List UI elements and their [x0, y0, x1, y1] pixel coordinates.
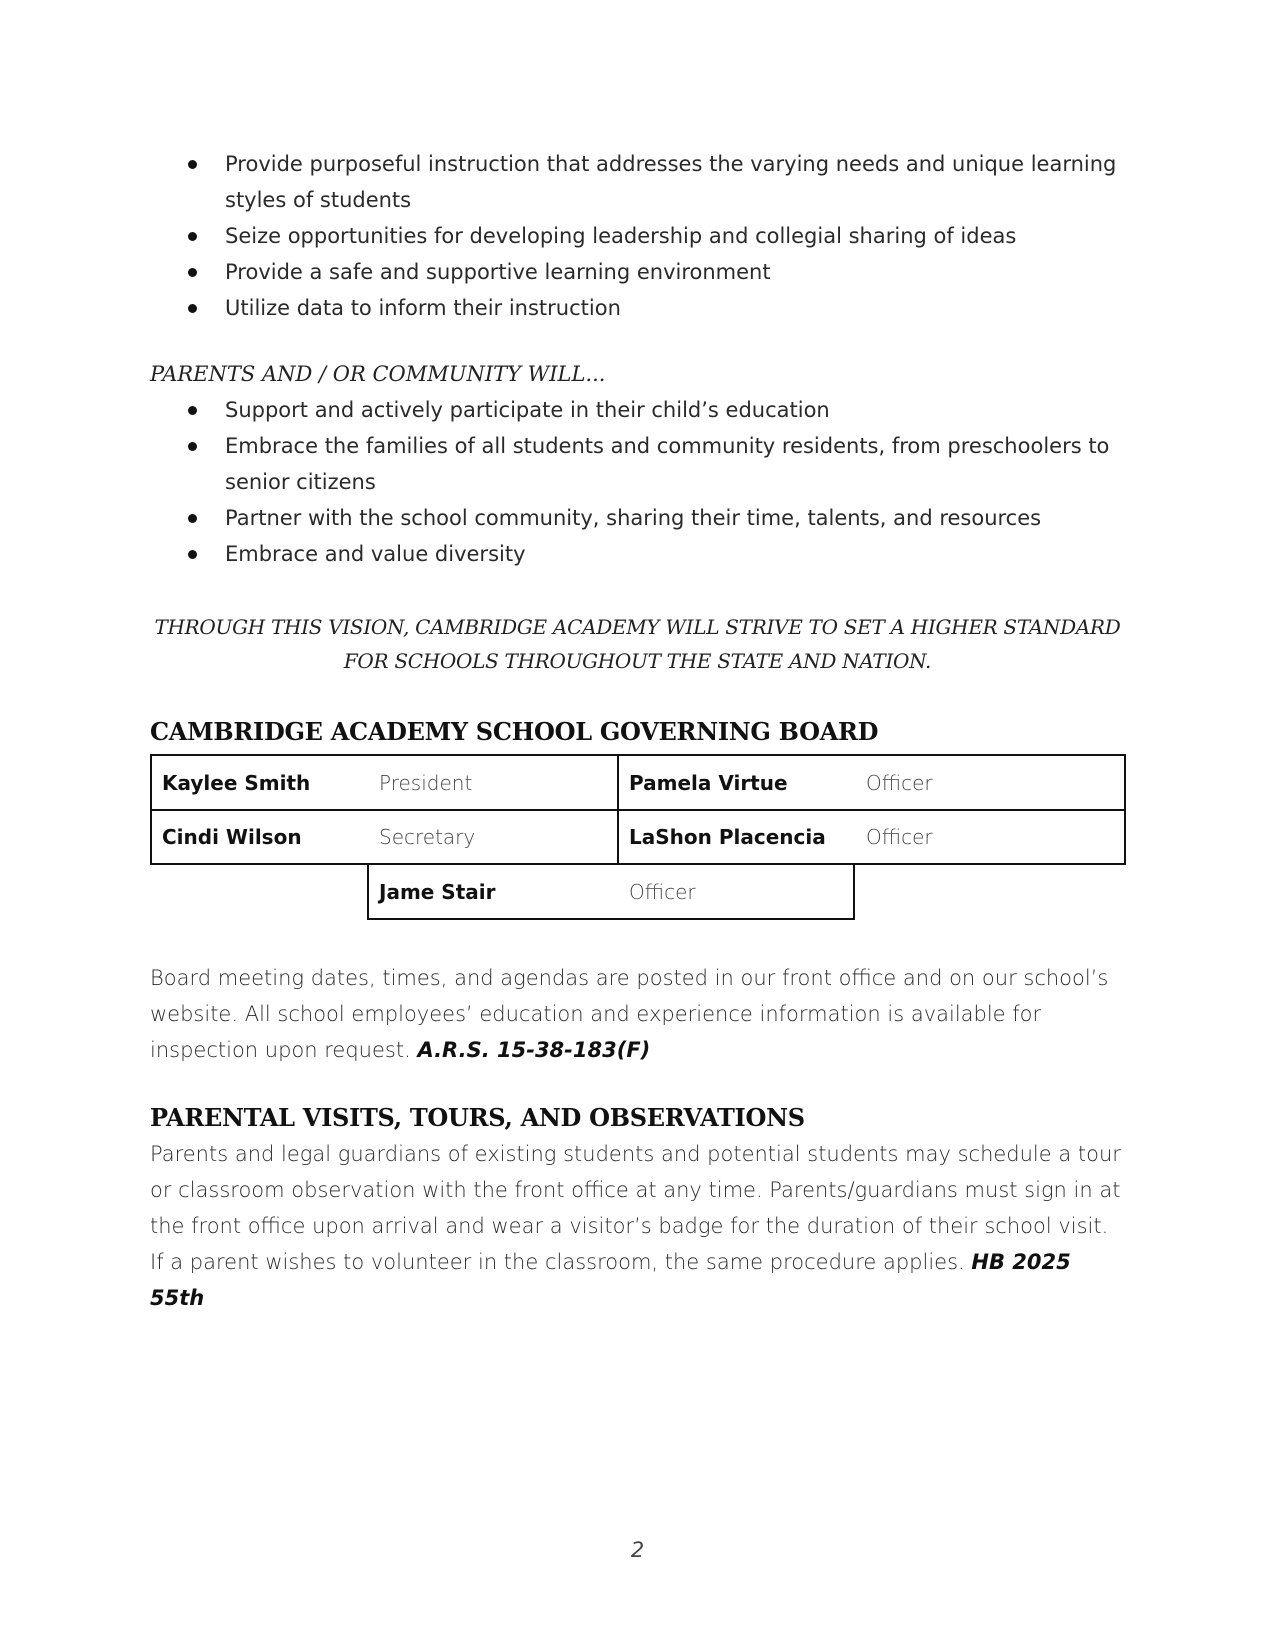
board-table	[150, 754, 1125, 924]
board-member-role: Officer	[866, 770, 933, 795]
board-paragraph: Board meeting dates, times, and agendas are posted in our front office and on our school’s website. All school employees’ education and experience information is available for inspection upon request. A.R.S. 15-38-183(F)	[150, 966, 1109, 1062]
board-heading: CAMBRIDGE ACADEMY SCHOOL GOVERNING BOARD	[150, 717, 879, 746]
board-member-role: Officer	[629, 879, 696, 904]
visits-paragraph: Parents and legal guardians of existing students and potential students may schedule a tour or classroom observation with the front office at any time. Parents/guardians must sign in at the front office upon arrival and wear a visitor’s badge for the duration of their school visit. If a parent wishes to volunteer in the classroom, the same procedure applies. HB 2025 55th	[150, 1142, 1121, 1310]
parents-bullet-list	[150, 392, 1125, 572]
board-member-name: Jame Stair	[379, 879, 496, 904]
bullet-icon	[188, 442, 197, 451]
teacher-bullet-list	[150, 146, 1125, 326]
visits-citation: HB 2025 55th	[150, 1250, 1071, 1310]
board-member-name: Kaylee Smith	[162, 770, 311, 795]
page-number: 2	[630, 1538, 645, 1562]
board-member-role: Secretary	[369, 811, 619, 863]
list-item: Utilize data to inform their instruction	[150, 290, 1125, 326]
table-row	[150, 809, 1126, 865]
bullet-icon	[188, 406, 197, 415]
list-item: Embrace and value diversity	[150, 536, 1125, 572]
bullet-icon	[188, 232, 197, 241]
board-member-role: President	[369, 756, 619, 809]
bullet-icon	[188, 268, 197, 277]
table-row	[367, 863, 855, 920]
bullet-icon	[188, 160, 197, 169]
board-member-name: Cindi Wilson	[162, 825, 302, 849]
table-row	[150, 754, 1126, 811]
bullet-icon	[188, 304, 197, 313]
list-item: Provide a safe and supportive learning environment	[150, 254, 1125, 290]
visits-heading: PARENTAL VISITS, TOURS, AND OBSERVATIONS	[150, 1103, 805, 1132]
list-item: Seize opportunities for developing leadership and collegial sharing of ideas	[150, 218, 1125, 254]
bullet-icon	[188, 514, 197, 523]
list-item: Embrace the families of all students and community residents, from preschoolers to senior citizens	[150, 428, 1125, 500]
list-item: Provide purposeful instruction that addresses the varying needs and unique learning styles of students	[150, 146, 1125, 218]
vision-statement: THROUGH THIS VISION, CAMBRIDGE ACADEMY WILL STRIVE TO SET A HIGHER STANDARD FOR SCHOOLS THROUGHOUT THE STATE AND NATION.	[154, 615, 1121, 673]
bullet-icon	[188, 550, 197, 559]
board-member-name: LaShon Placencia	[629, 825, 826, 849]
board-member-role: Officer	[866, 825, 933, 849]
page-content	[150, 146, 1125, 1316]
parents-heading: PARENTS AND / OR COMMUNITY WILL...	[150, 362, 606, 386]
board-member-name: Pamela Virtue	[629, 770, 788, 795]
list-item: Partner with the school community, sharing their time, talents, and resources	[150, 500, 1125, 536]
list-item: Support and actively participate in their child’s education	[150, 392, 1125, 428]
board-citation: A.R.S. 15-38-183(F)	[417, 1038, 651, 1062]
